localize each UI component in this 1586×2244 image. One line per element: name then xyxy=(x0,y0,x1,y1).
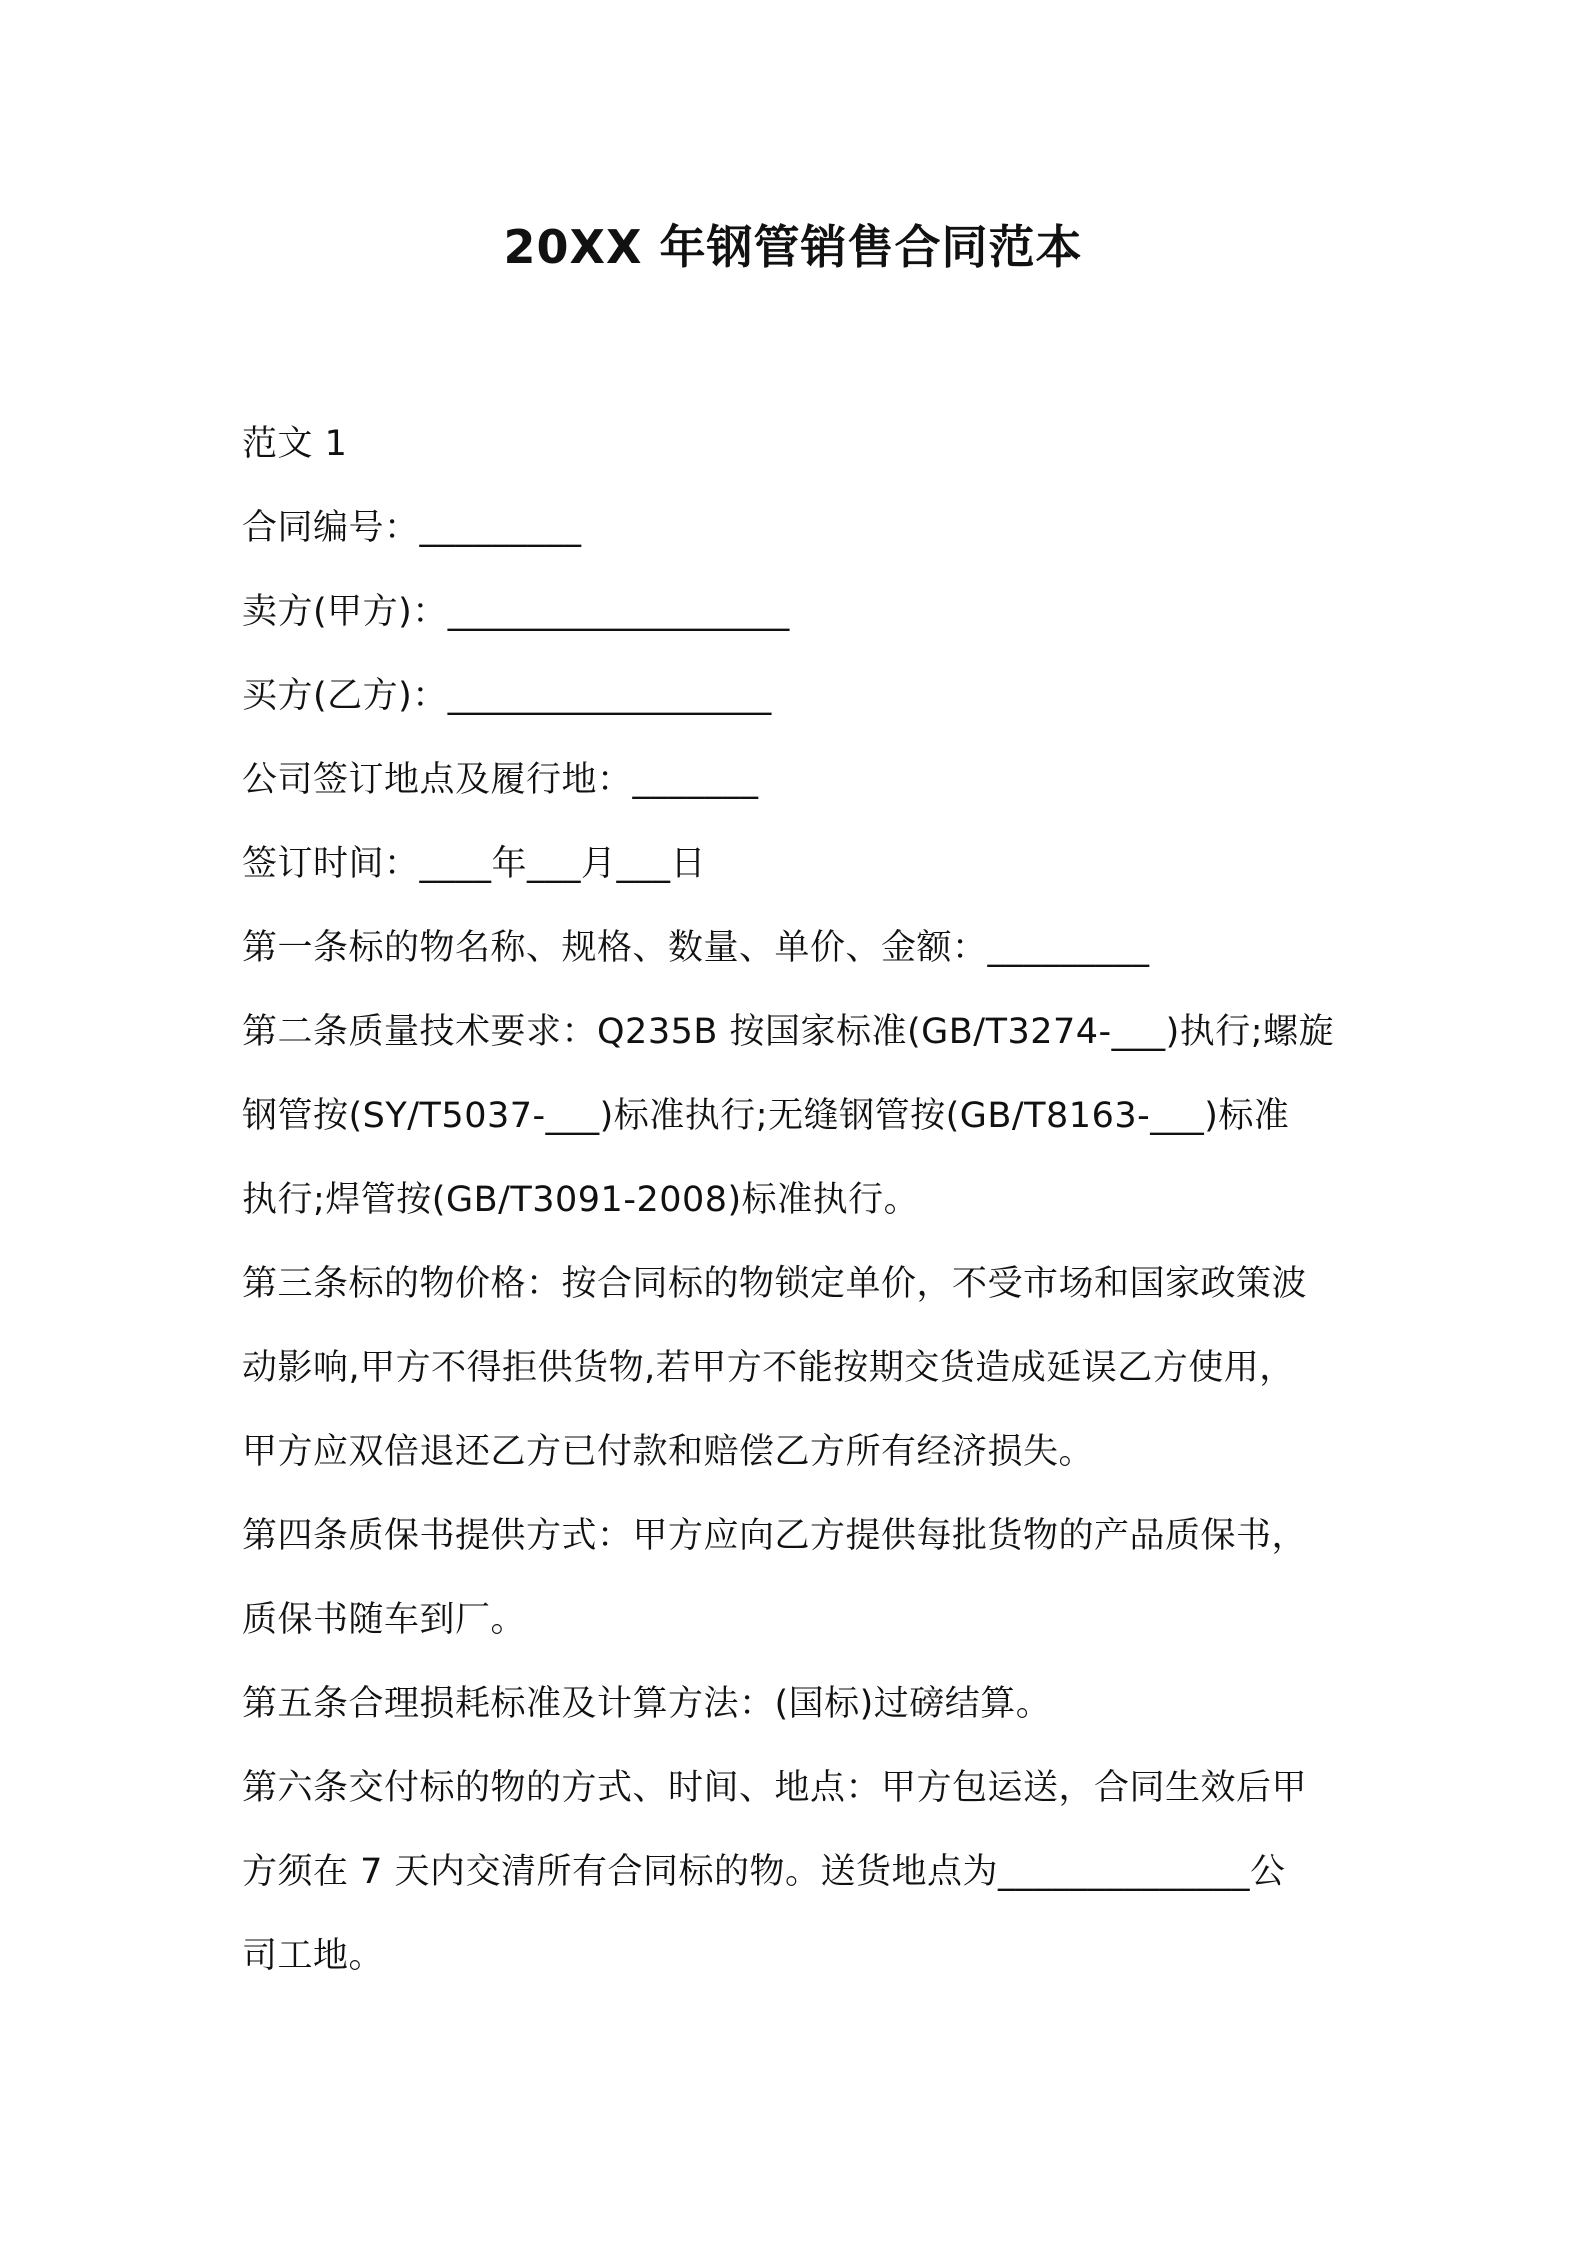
article-3-line-1: 第三条标的物价格：按合同标的物锁定单价，不受市场和国家政策波 xyxy=(242,1264,1308,1304)
article-2-line-1: 第二条质量技术要求：Q235B 按国家标准(GB/T3274-___)执行;螺旋 xyxy=(242,1012,1335,1052)
article-6-line-2: 方须在 7 天内交清所有合同标的物。送货地点为______________公 xyxy=(242,1852,1286,1892)
article-3-line-2: 动影响,甲方不得拒供货物,若甲方不能按期交货造成延误乙方使用， xyxy=(242,1348,1295,1388)
article-6-line-3: 司工地。 xyxy=(242,1936,385,1976)
signing-date-line: 签订时间：____年___月___日 xyxy=(242,844,707,884)
article-2-line-3: 执行;焊管按(GB/T3091-2008)标准执行。 xyxy=(242,1180,920,1220)
seller-line: 卖方(甲方)：___________________ xyxy=(242,592,790,632)
article-5-line: 第五条合理损耗标准及计算方法：(国标)过磅结算。 xyxy=(242,1684,1052,1724)
article-6-line-1: 第六条交付标的物的方式、时间、地点：甲方包运送，合同生效后甲 xyxy=(242,1768,1308,1808)
article-1-line: 第一条标的物名称、规格、数量、单价、金额：_________ xyxy=(242,928,1150,968)
article-4-line-1: 第四条质保书提供方式：甲方应向乙方提供每批货物的产品质保书， xyxy=(242,1516,1308,1556)
buyer-line: 买方(乙方)：__________________ xyxy=(242,676,772,716)
sample-heading: 范文 1 xyxy=(242,424,348,464)
article-4-line-2: 质保书随车到厂。 xyxy=(242,1600,527,1640)
article-3-line-3: 甲方应双倍退还乙方已付款和赔偿乙方所有经济损失。 xyxy=(242,1432,1095,1472)
signing-place-line: 公司签订地点及履行地：_______ xyxy=(242,760,759,800)
document-title: 20XX 年钢管销售合同范本 xyxy=(503,220,1083,274)
article-2-line-2: 钢管按(SY/T5037-___)标准执行;无缝钢管按(GB/T8163-___)标准 xyxy=(242,1096,1290,1136)
document-body xyxy=(242,402,1352,1998)
contract-number-line: 合同编号：_________ xyxy=(242,508,582,548)
